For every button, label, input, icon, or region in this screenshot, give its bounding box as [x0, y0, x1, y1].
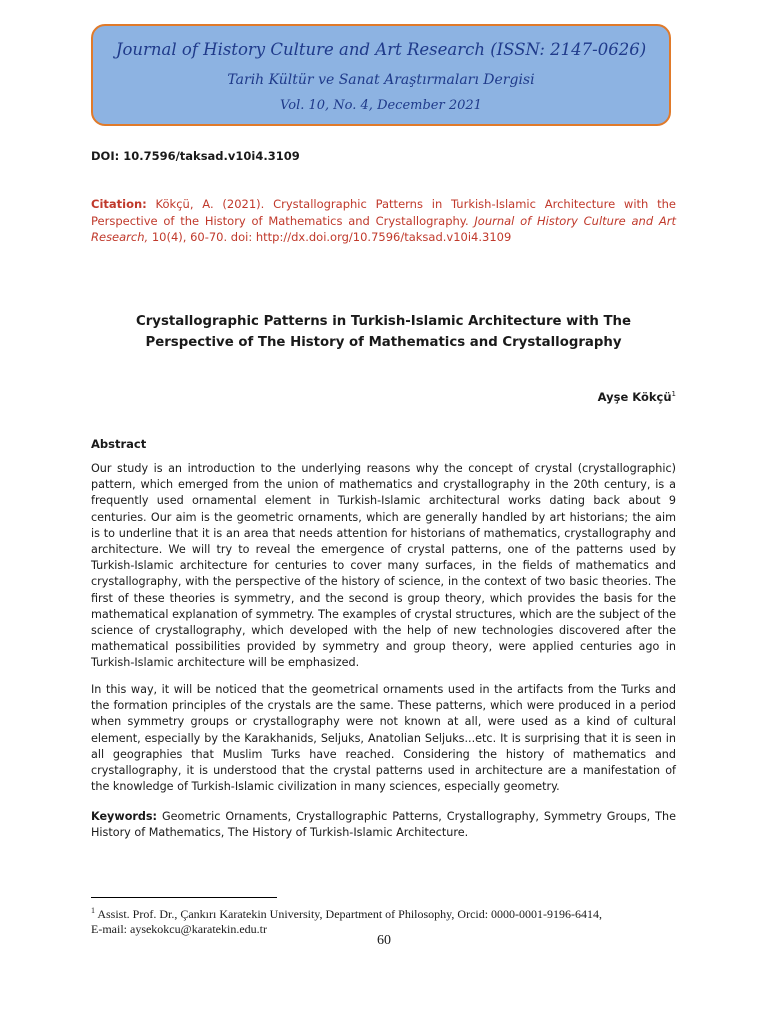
citation-label: Citation:	[91, 197, 147, 211]
journal-subtitle: Tarih Kültür ve Sanat Araştırmaları Dergisi	[227, 72, 535, 88]
footnote-email: E-mail: aysekokcu@karatekin.edu.tr	[91, 922, 267, 936]
journal-header-box	[91, 24, 671, 126]
author-name: Ayşe Kökçü	[597, 390, 672, 404]
doi: DOI: 10.7596/taksad.v10i4.3109	[91, 149, 300, 163]
footnote	[91, 903, 681, 937]
citation-text: Kökçü, A. (2021). Crystallographic Patterns in Turkish-Islamic Architecture with the Perspective of the History of Mathematics and Crystallography.	[91, 197, 676, 228]
keywords-label: Keywords:	[91, 810, 158, 823]
author-footnote-mark: 1	[671, 390, 676, 399]
keywords	[91, 809, 676, 841]
journal-title: Journal of History Culture and Art Research (ISSN: 2147-0626)	[115, 40, 647, 59]
citation-journal: Journal of History Culture and Art Research,	[91, 213, 676, 244]
footnote-mark: 1	[91, 906, 95, 915]
page-number: 60	[377, 933, 391, 948]
paper-title: Crystallographic Patterns in Turkish-Islamic Architecture with The Perspective of The History of Mathematics and Crystallography	[135, 314, 632, 350]
abstract-paragraph-2: In this way, it will be noticed that the geometrical ornaments used in the artifacts from the Turks and the formation principles of the crystals are the same. These patterns, which were produced in a period when symmetry groups or crystallography were not known at all, were used as a kind of cultural element, especially by the Karakhanids, Seljuks, Anatolian Seljuks...etc. It is surprising that it is seen in all geographies that Muslim Turks have reached. Considering the history of mathematics and crystallography, it is understood that the crystal patterns used in architecture are a manifestation of the knowledge of Turkish-Islamic civilization in many sciences, especially geometry.	[91, 683, 676, 794]
abstract-heading: Abstract	[91, 437, 147, 451]
citation	[91, 196, 676, 246]
footnote-line-1	[91, 903, 681, 922]
footnote-affiliation: Assist. Prof. Dr., Çankırı Karatekin University, Department of Philosophy, Orcid: 0000-0001-9196-6414,	[95, 907, 603, 921]
journal-volume: Vol. 10, No. 4, December 2021	[280, 98, 482, 113]
keywords-text: Geometric Ornaments, Crystallographic Patterns, Crystallography, Symmetry Groups, The History of Mathematics, The History of Turkish-Islamic Architecture.	[91, 810, 676, 840]
abstract-paragraph-1: Our study is an introduction to the underlying reasons why the concept of crystal (crystallographic) pattern, which emerged from the union of mathematics and crystallography in the 20th century, is a frequently used ornamental element in Turkish-Islamic architectural works dating back about 9 centuries. Our aim is the geometric ornaments, which are generally handled by art historians; the aim is to underline that it is an area that needs attention for historians of mathematics, crystallography and architecture. We will try to reveal the emergence of crystal patterns, one of the patterns used by Turkish-Islamic architecture for centuries to cover many surfaces, in the fields of mathematics and crystallography, with the perspective of the history of science, in the context of two basic theories. The first of these theories is symmetry, and the second is group theory, which provides the basis for the mathematical explanation of symmetry. The examples of crystal structures, which are the subject of the science of crystallography, which developed with the help of new technologies discovered after the mathematical possibilities provided by symmetry and group theory, were applied centuries ago in Turkish-Islamic architecture will be emphasized.	[91, 462, 676, 670]
citation-doi: 10(4), 60-70. doi: http://dx.doi.org/10.7596/taksad.v10i4.3109	[148, 230, 512, 244]
footnote-divider	[91, 897, 277, 898]
author	[598, 390, 676, 404]
